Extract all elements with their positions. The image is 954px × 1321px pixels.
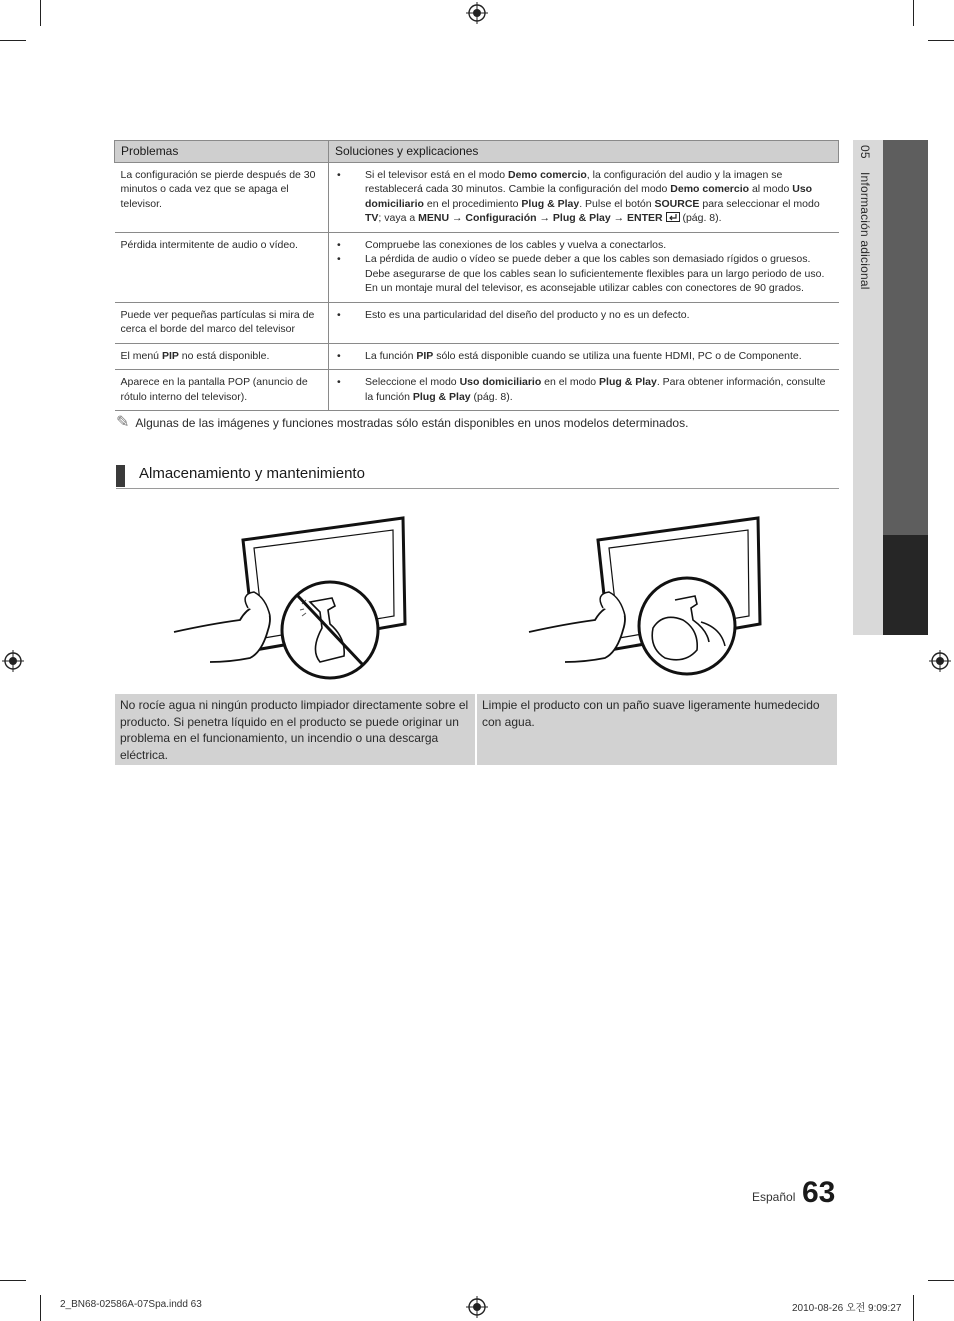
problem-cell: La configuración se pierde después de 30 minutos o cada vez que se apaga el televisor. [115, 162, 329, 232]
solution-cell [329, 162, 839, 232]
chapter-tab-marker [883, 535, 928, 635]
table-row [115, 232, 839, 302]
solution-item: • Seleccione el modo Uso domiciliario en el modo Plug & Play. Para obtener información, consulte la función Plug & Play (pág. 8). [353, 375, 833, 404]
table-row [115, 343, 839, 370]
solution-cell [329, 370, 839, 411]
print-slug-date: 2010-08-26 오전 9:09:27 [792, 1303, 902, 1314]
chapter-number: 05 [858, 145, 872, 159]
solution-cell [329, 232, 839, 302]
solution-item: • Esto es una particularidad del diseño del producto y no es un defecto. [353, 308, 833, 323]
chapter-title: Información adicional [858, 172, 872, 290]
table-row [115, 370, 839, 411]
registration-mark-icon [929, 650, 951, 672]
table-row [115, 162, 839, 232]
chapter-tab-strip [883, 140, 928, 535]
column-header-solutions: Soluciones y explicaciones [329, 141, 839, 163]
table-row [115, 302, 839, 343]
crop-mark [40, 0, 41, 26]
page-number: 63 [802, 1176, 836, 1209]
no-spray-illustration [170, 512, 410, 682]
enter-icon [666, 212, 680, 222]
crop-mark [913, 0, 914, 26]
note [116, 412, 688, 432]
solution-item: • La pérdida de audio o vídeo se puede deber a que los cables son demasiado rígidos o gruesos. Debe asegurarse de que los cables sean lo suficientemente flexibles para un largo periodo de uso. En un montaje mural del televisor, es aconsejable utilizar cables con conectores de 90 grados. [353, 252, 833, 296]
heading-marker [116, 465, 125, 487]
footer-language: Español [752, 1190, 796, 1204]
column-header-problems: Problemas [115, 141, 329, 163]
registration-mark-icon [2, 650, 24, 672]
heading-divider [116, 488, 839, 489]
solution-item: • Compruebe las conexiones de los cables y vuelva a conectarlos. [353, 238, 833, 253]
solution-cell [329, 343, 839, 370]
caption-wipe: Limpie el producto con un paño suave ligeramente humedecido con agua. [477, 694, 837, 765]
solution-cell [329, 302, 839, 343]
problem-cell: Pérdida intermitente de audio o vídeo. [115, 232, 329, 302]
table-header-row [115, 141, 839, 163]
problem-cell: Aparece en la pantalla POP (anuncio de rótulo interno del televisor). [115, 370, 329, 411]
crop-mark [40, 1295, 41, 1321]
crop-mark [0, 40, 26, 41]
chapter-tab-label [858, 145, 872, 300]
caption-do-not-spray: No rocíe agua ni ningún producto limpiador directamente sobre el producto. Si penetra líquido en el producto se puede originar un problema en el funcionamiento, un incendio o una descarga eléctrica. [115, 694, 475, 765]
crop-mark [928, 1280, 954, 1281]
problem-cell: Puede ver pequeñas partículas si mira de cerca el borde del marco del televisor [115, 302, 329, 343]
solution-item: • La función PIP sólo está disponible cuando se utiliza una fuente HDMI, PC o de Componente. [353, 349, 833, 364]
registration-mark-icon [466, 1296, 488, 1318]
section-title: Almacenamiento y mantenimiento [139, 465, 365, 482]
wipe-illustration [525, 512, 765, 682]
problem-cell: El menú PIP no está disponible. [115, 343, 329, 370]
print-slug-file: 2_BN68-02586A-07Spa.indd 63 [60, 1299, 202, 1310]
pencil-icon: ✎ [116, 414, 130, 431]
crop-mark [928, 40, 954, 41]
crop-mark [0, 1280, 26, 1281]
solution-item: • Si el televisor está en el modo Demo comercio, la configuración del audio y la imagen se restablecerá cada 30 minutos. Cambie la configuración del modo Demo comercio al modo Uso domiciliario en el procedimiento Plug & Play. Pulse el botón SOURCE para seleccionar el modo TV; vaya a MENU → Configuración → Plug & Play → ENTER (pág. 8). [353, 168, 833, 226]
troubleshooting-table [114, 140, 839, 411]
crop-mark [913, 1295, 914, 1321]
registration-mark-icon [466, 2, 488, 24]
note-text: Algunas de las imágenes y funciones mostradas sólo están disponibles en unos modelos determinados. [135, 416, 689, 430]
